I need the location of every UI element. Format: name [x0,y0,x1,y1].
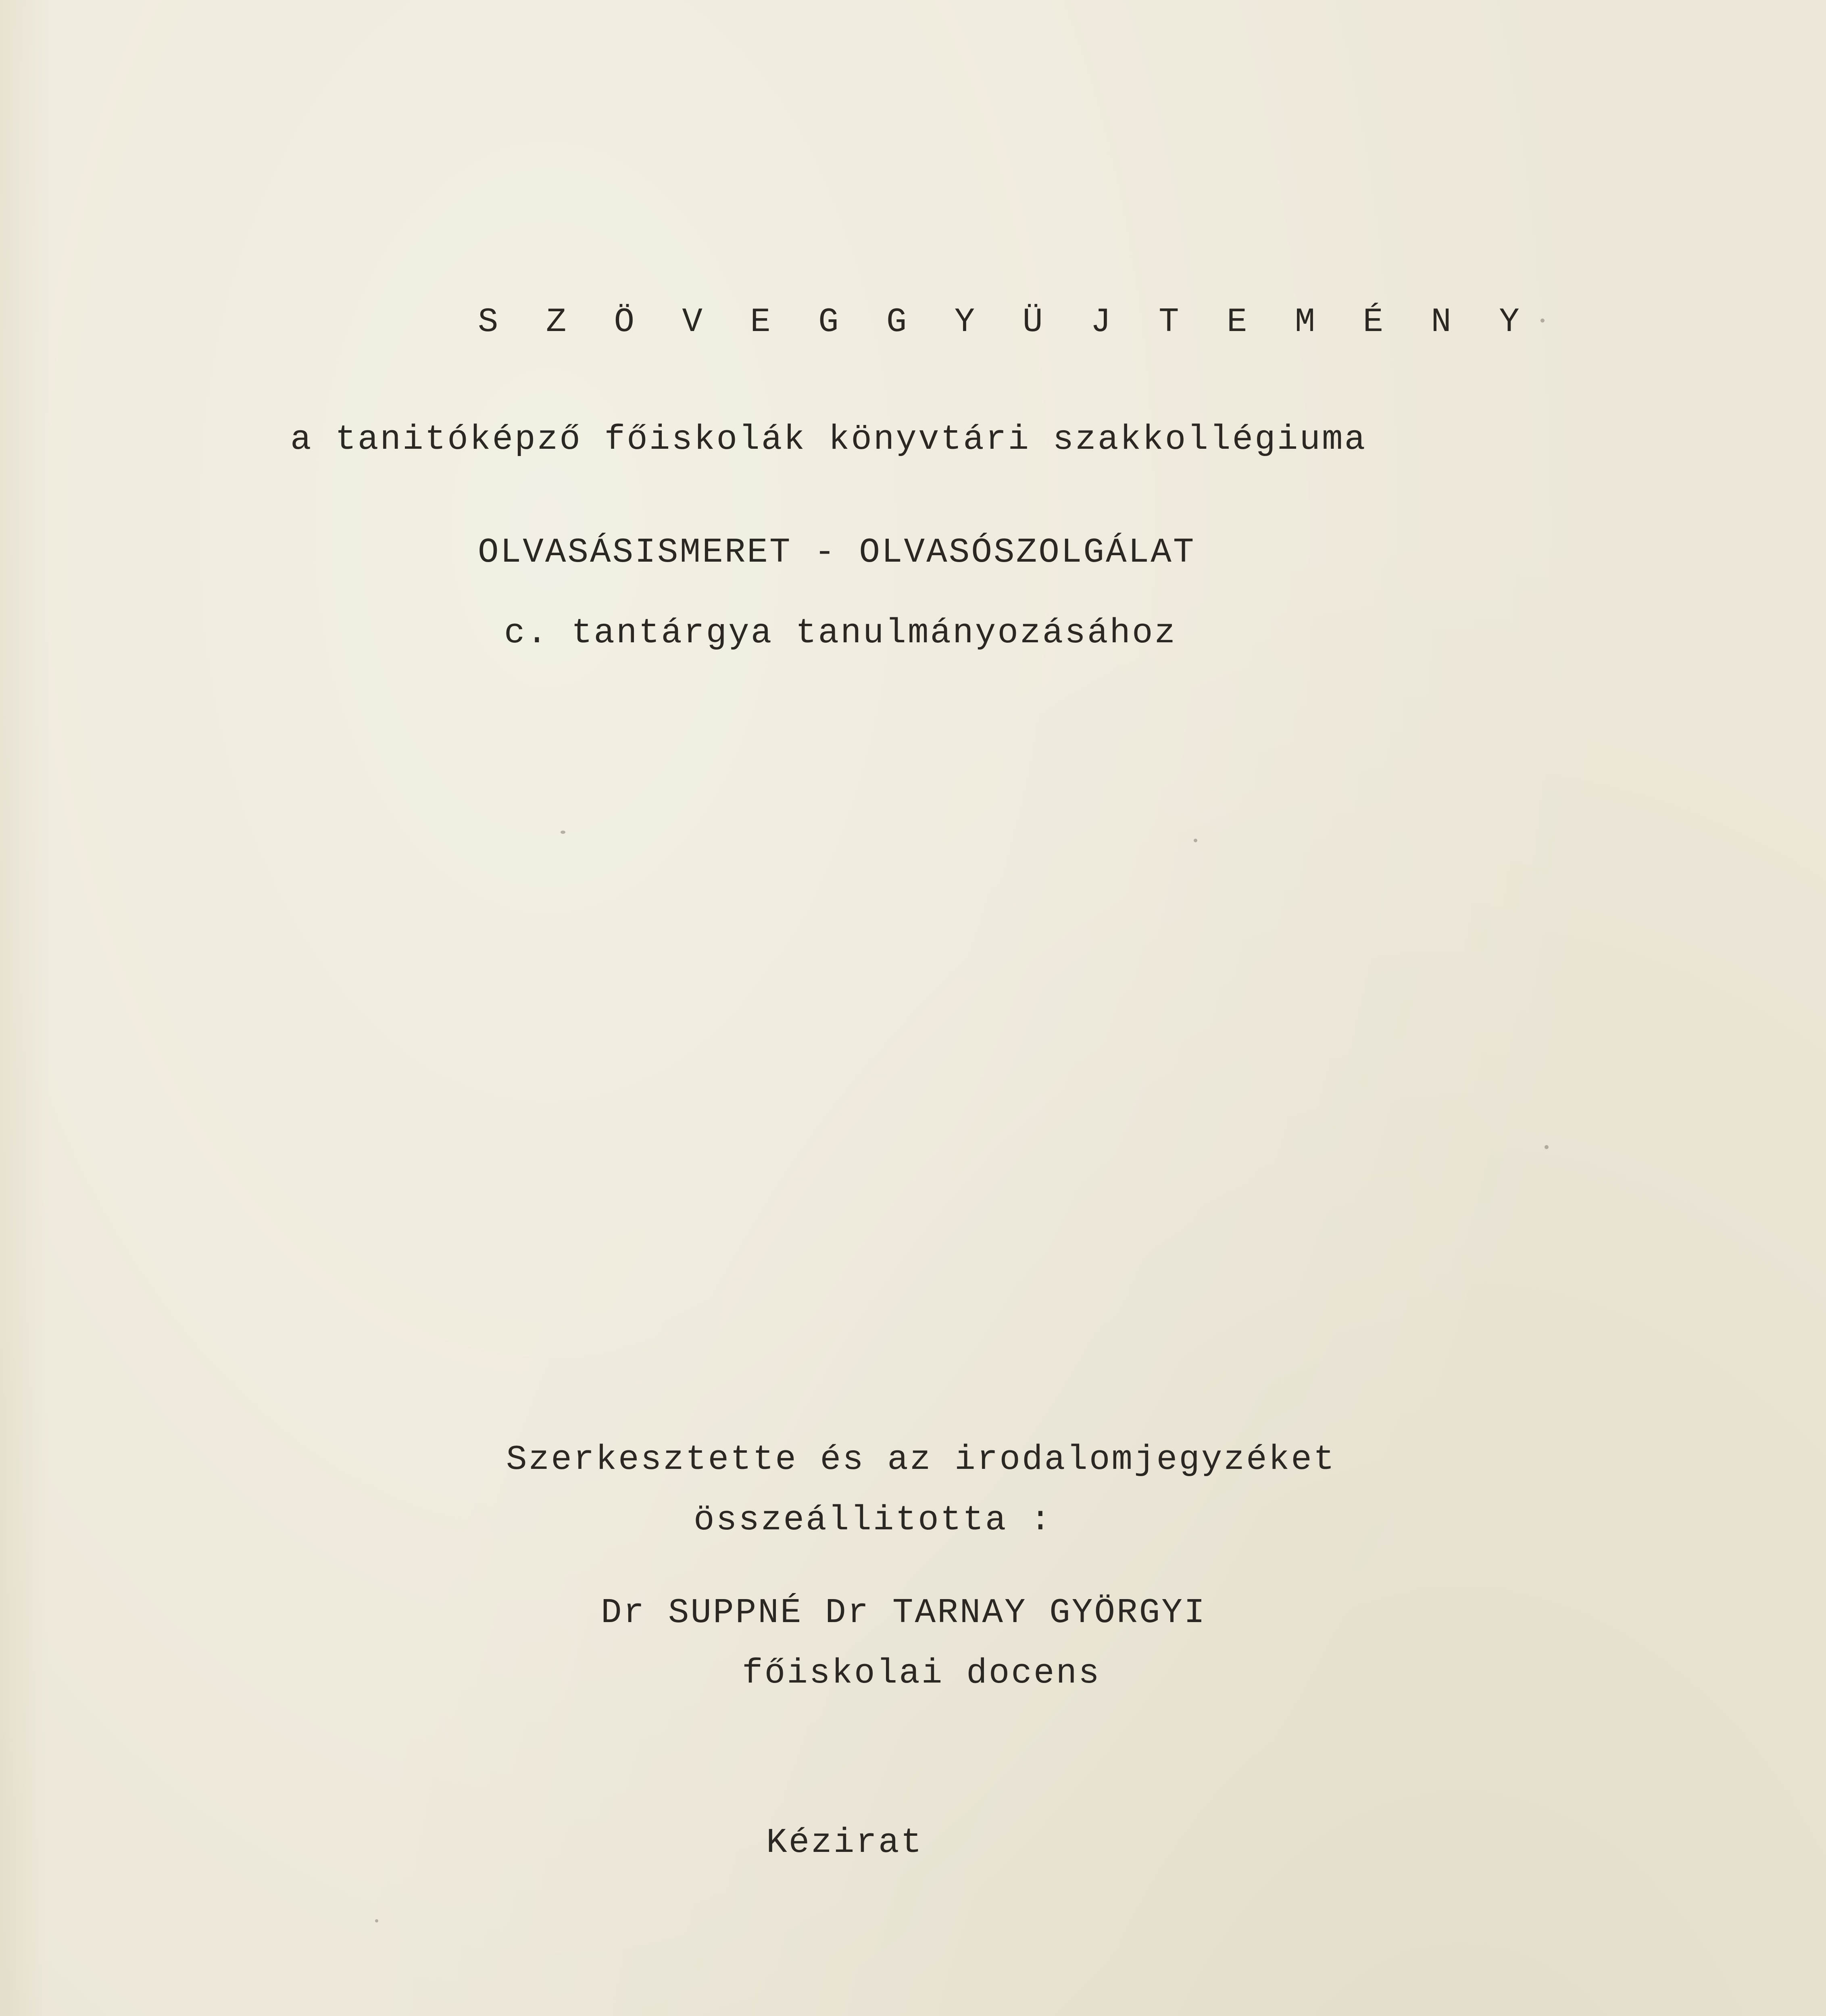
course-suffix: c. tantárgya tanulmányozásához [504,613,1177,653]
paper-speck [1545,1145,1549,1149]
author-position: főiskolai docens [742,1654,1101,1693]
document-title: S Z Ö V E G G Y Ü J T E M É N Y [478,303,1533,342]
manuscript-label: Kézirat [766,1823,923,1862]
editor-credit-line-1: Szerkesztette és az irodalomjegyzéket [506,1440,1336,1479]
paper-speck [561,831,565,834]
paper-speck [375,1919,378,1922]
paper-speck [1540,319,1545,323]
paper-speck [1194,839,1197,842]
author-name: Dr SUPPNÉ Dr TARNAY GYÖRGYI [601,1593,1207,1633]
editor-credit-line-2: összeállitotta : [694,1500,1053,1540]
course-name: OLVASÁSISMERET - OLVASÓSZOLGÁLAT [478,533,1196,572]
document-subtitle: a tanitóképző főiskolák könyvtári szakkollégiuma [290,420,1367,459]
